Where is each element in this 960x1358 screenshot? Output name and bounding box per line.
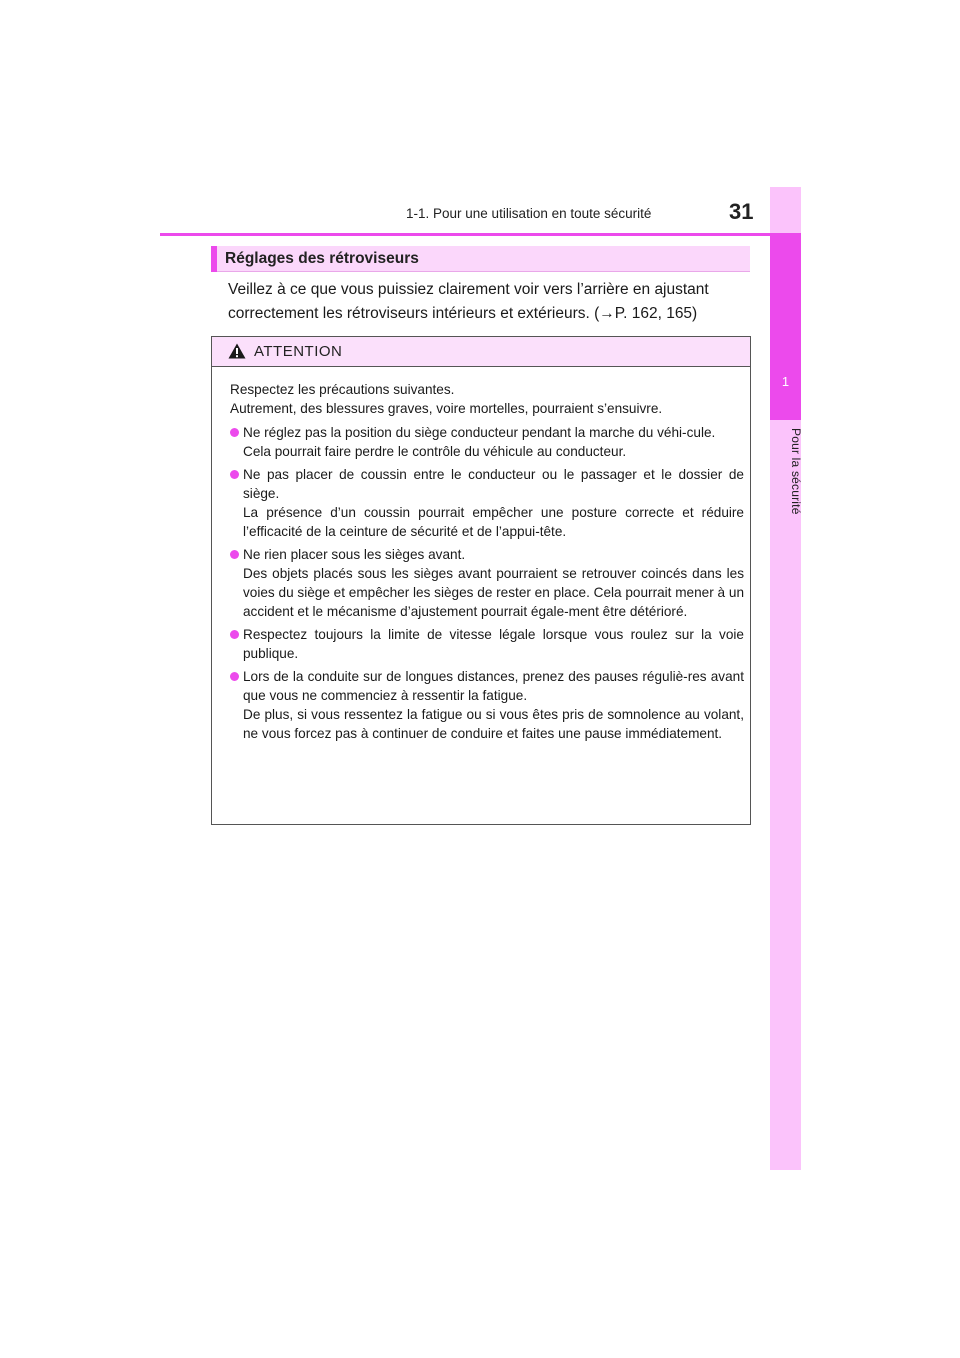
bullet-paragraph: Ne rien placer sous les sièges avant. — [243, 547, 466, 562]
bullet-paragraph: Ne pas placer de coussin entre le conducteur ou le passager et le dossier de siège. — [243, 467, 744, 501]
section-intro — [228, 278, 746, 326]
bullet-paragraph: La présence d’un coussin pourrait empêcher une posture correcte et réduire l’efficacité de la ceinture de sécurité et de l’appui-tête. — [243, 505, 744, 539]
page-number: 31 — [729, 199, 754, 224]
bullet-dot-icon — [230, 550, 239, 559]
warning-bullet — [230, 465, 744, 541]
warning-intro-line: Respectez les précautions suivantes. — [230, 382, 455, 397]
bullet-dot-icon — [230, 470, 239, 479]
intro-line: Veillez à ce que vous puissiez clairement voir vers l’arrière en ajustant — [228, 281, 709, 298]
header-rule — [160, 233, 801, 236]
bullet-paragraph: Ne réglez pas la position du siège conducteur pendant la marche du véhi-cule. — [243, 425, 716, 440]
bullet-paragraph: Lors de la conduite sur de longues distances, prenez des pauses réguliè-res avant que vous ne commenciez à ressentir la fatigue. — [243, 669, 744, 703]
warning-bullet — [230, 545, 744, 621]
section-title: Réglages des rétroviseurs — [225, 250, 419, 267]
warning-box — [211, 336, 751, 825]
section-title-bar — [211, 246, 750, 272]
warning-triangle-icon — [228, 343, 246, 364]
warning-header — [212, 337, 750, 367]
bullet-paragraph: Cela pourrait faire perdre le contrôle du véhicule au conducteur. — [243, 444, 627, 459]
intro-line: correctement les rétroviseurs intérieurs et extérieurs. (→P. 162, 165) — [228, 305, 698, 322]
warning-bullet — [230, 423, 744, 461]
chapter-number: 1 — [781, 374, 790, 389]
bullet-dot-icon — [230, 428, 239, 437]
warning-bullet — [230, 625, 744, 663]
chapter-tab-active — [770, 235, 801, 420]
warning-title: ATTENTION — [254, 343, 343, 360]
warning-body — [212, 367, 750, 743]
section-title-accent — [211, 246, 217, 272]
bullet-dot-icon — [230, 672, 239, 681]
bullet-paragraph: Respectez toujours la limite de vitesse légale lorsque vous roulez sur la voie publique. — [243, 627, 744, 661]
bullet-dot-icon — [230, 630, 239, 639]
bullet-paragraph: De plus, si vous ressentez la fatigue ou si vous êtes pris de somnolence au volant, ne vous forcez pas à continuer de conduire et faites une pause immédiatement. — [243, 707, 744, 741]
chapter-label: Pour la sécurité — [789, 428, 803, 515]
warning-intro-line: Autrement, des blessures graves, voire mortelles, pourraient s’ensuivre. — [230, 401, 663, 416]
bullet-paragraph: Des objets placés sous les sièges avant pourraient se retrouver coincés dans les voies du siège et empêcher les sièges de rester en place. Cela pourrait mener à un accident et le mécanisme d’ajustement pourrait égale-ment être détérioré. — [243, 566, 744, 619]
warning-bullet — [230, 667, 744, 743]
running-header-section: 1-1. Pour une utilisation en toute sécurité — [406, 206, 652, 221]
